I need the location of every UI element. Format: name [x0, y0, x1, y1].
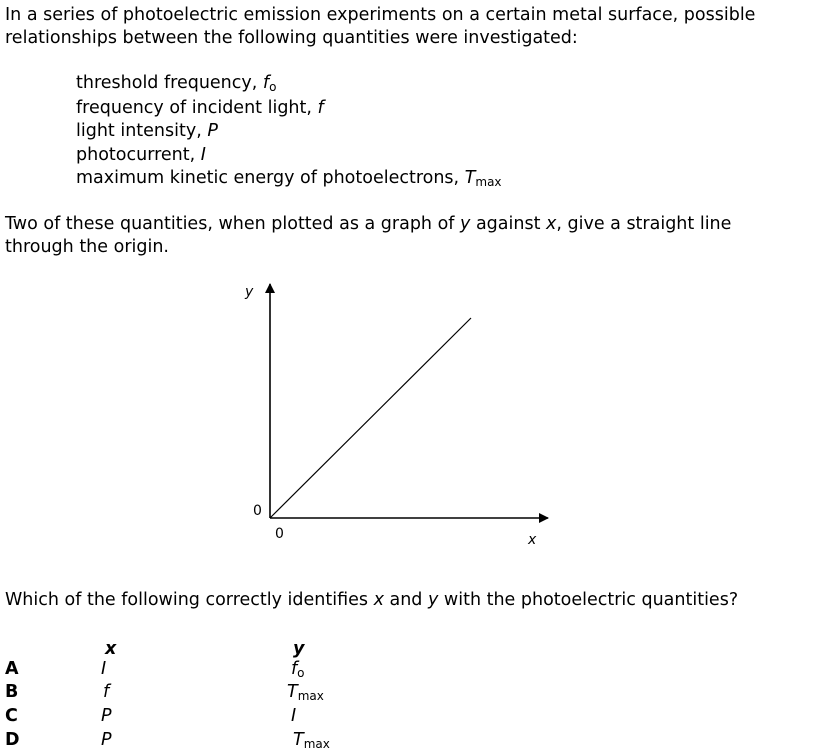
x-axis-label: x — [528, 532, 537, 548]
option-y: fo — [291, 659, 305, 680]
quantity-max-kinetic-energy: maximum kinetic energy of photoelectrons, Tmax — [76, 168, 502, 190]
quantity-photocurrent: photocurrent, I — [76, 144, 206, 165]
option-y: I — [291, 706, 297, 726]
intro-line-2: relationships between the following quantities were investigated: — [5, 28, 578, 48]
quantity-incident-frequency: frequency of incident light, f — [76, 97, 324, 118]
option-letter: D — [5, 730, 20, 750]
quantity-light-intensity: light intensity, P — [76, 121, 218, 142]
option-letter: B — [5, 682, 19, 702]
intro-line-1: In a series of photoelectric emission experiments on a certain metal surface, possible — [5, 5, 756, 25]
option-x: f — [103, 682, 110, 702]
quantity-threshold-frequency: threshold frequency, fo — [76, 73, 277, 94]
option-letter: C — [5, 706, 18, 726]
x-origin-label: 0 — [275, 526, 284, 542]
y-origin-label: 0 — [253, 503, 262, 519]
option-letter: A — [5, 659, 19, 679]
option-y: Tmax — [293, 730, 330, 751]
straight-line-through-origin — [270, 318, 471, 518]
statement-paragraph: Two of these quantities, when plotted as a graph of y against x, give a straight line through the origin. — [5, 214, 732, 257]
option-x: I — [101, 659, 107, 679]
question-text: Which of the following correctly identifies x and y with the photoelectric quantities? — [5, 590, 739, 610]
header-y: y — [293, 639, 305, 659]
y-axis-label: y — [245, 284, 254, 300]
option-x: P — [101, 730, 112, 750]
option-x: P — [101, 706, 112, 726]
option-y: Tmax — [287, 682, 324, 703]
header-x: x — [105, 639, 117, 659]
